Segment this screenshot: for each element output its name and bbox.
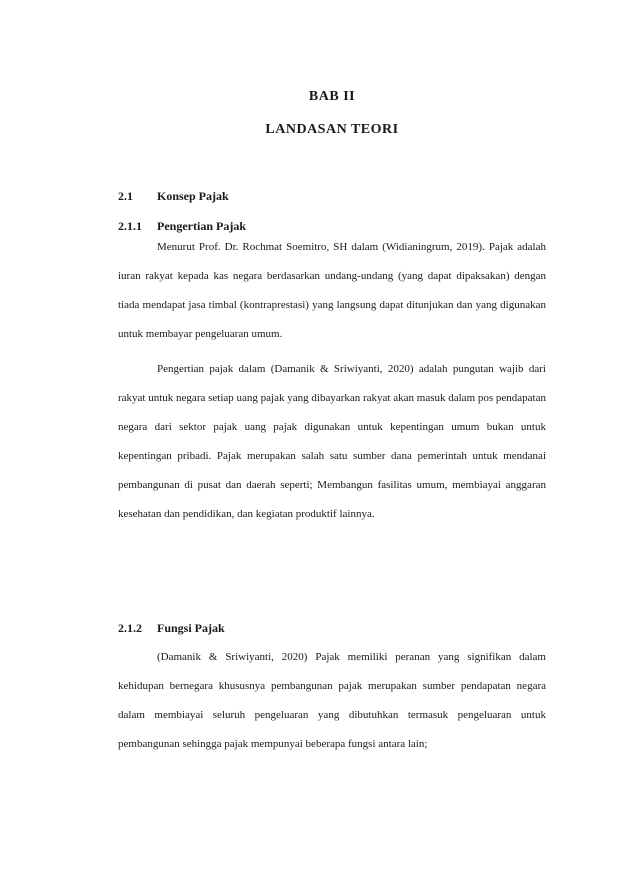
paragraph-fungsi: (Damanik & Sriwiyanti, 2020) Pajak memiliki peranan yang signifikan dalam kehidupan bernegara khususnya pembangunan pajak merupakan sumber pendapatan negara dalam membiayai seluruh pengeluaran yang dibutuhkan termasuk pengeluaran untuk pembangunan sehingga pajak mempunyai beberapa fungsi antara lain; [118,651,546,750]
section-title: Pengertian Pajak [157,219,246,233]
section-number: 2.1 [118,189,133,203]
section-heading-2-1-2 [118,621,225,636]
section-title: Konsep Pajak [157,189,229,203]
paragraph-pengertian-1: Menurut Prof. Dr. Rochmat Soemitro, SH dalam (Widianingrum, 2019). Pajak adalah iuran rakyat kepada kas negara berdasarkan undang-undang (yang dapat dipaksakan) dengan tiada mendapat jasa timbal (kontraprestasi) yang langsung dapat ditunjukan dan yang digunakan untuk membayar pengeluaran umum. [118,241,546,340]
section-title: Fungsi Pajak [157,621,225,635]
chapter-title: LANDASAN TEORI [265,122,399,137]
section-number: 2.1.2 [118,621,142,635]
section-number: 2.1.1 [118,219,142,233]
chapter-number: BAB II [308,89,356,104]
section-heading-2-1 [118,189,229,204]
section-heading-2-1-1 [118,219,246,234]
paragraph-pengertian-2: Pengertian pajak dalam (Damanik & Sriwiyanti, 2020) adalah pungutan wajib dari rakyat untuk negara setiap uang pajak yang dibayarkan rakyat akan masuk dalam pos pendapatan negara dari sektor pajak uang pajak digunakan untuk kepentingan umum bukan untuk kepentingan pribadi. Pajak merupakan salah satu sumber dana pemerintah untuk mendanai pembangunan di pusat dan daerah seperti; Membangun fasilitas umum, membiayai anggaran kesehatan dan pendidikan, dan kegiatan produktif lainnya. [118,363,546,520]
